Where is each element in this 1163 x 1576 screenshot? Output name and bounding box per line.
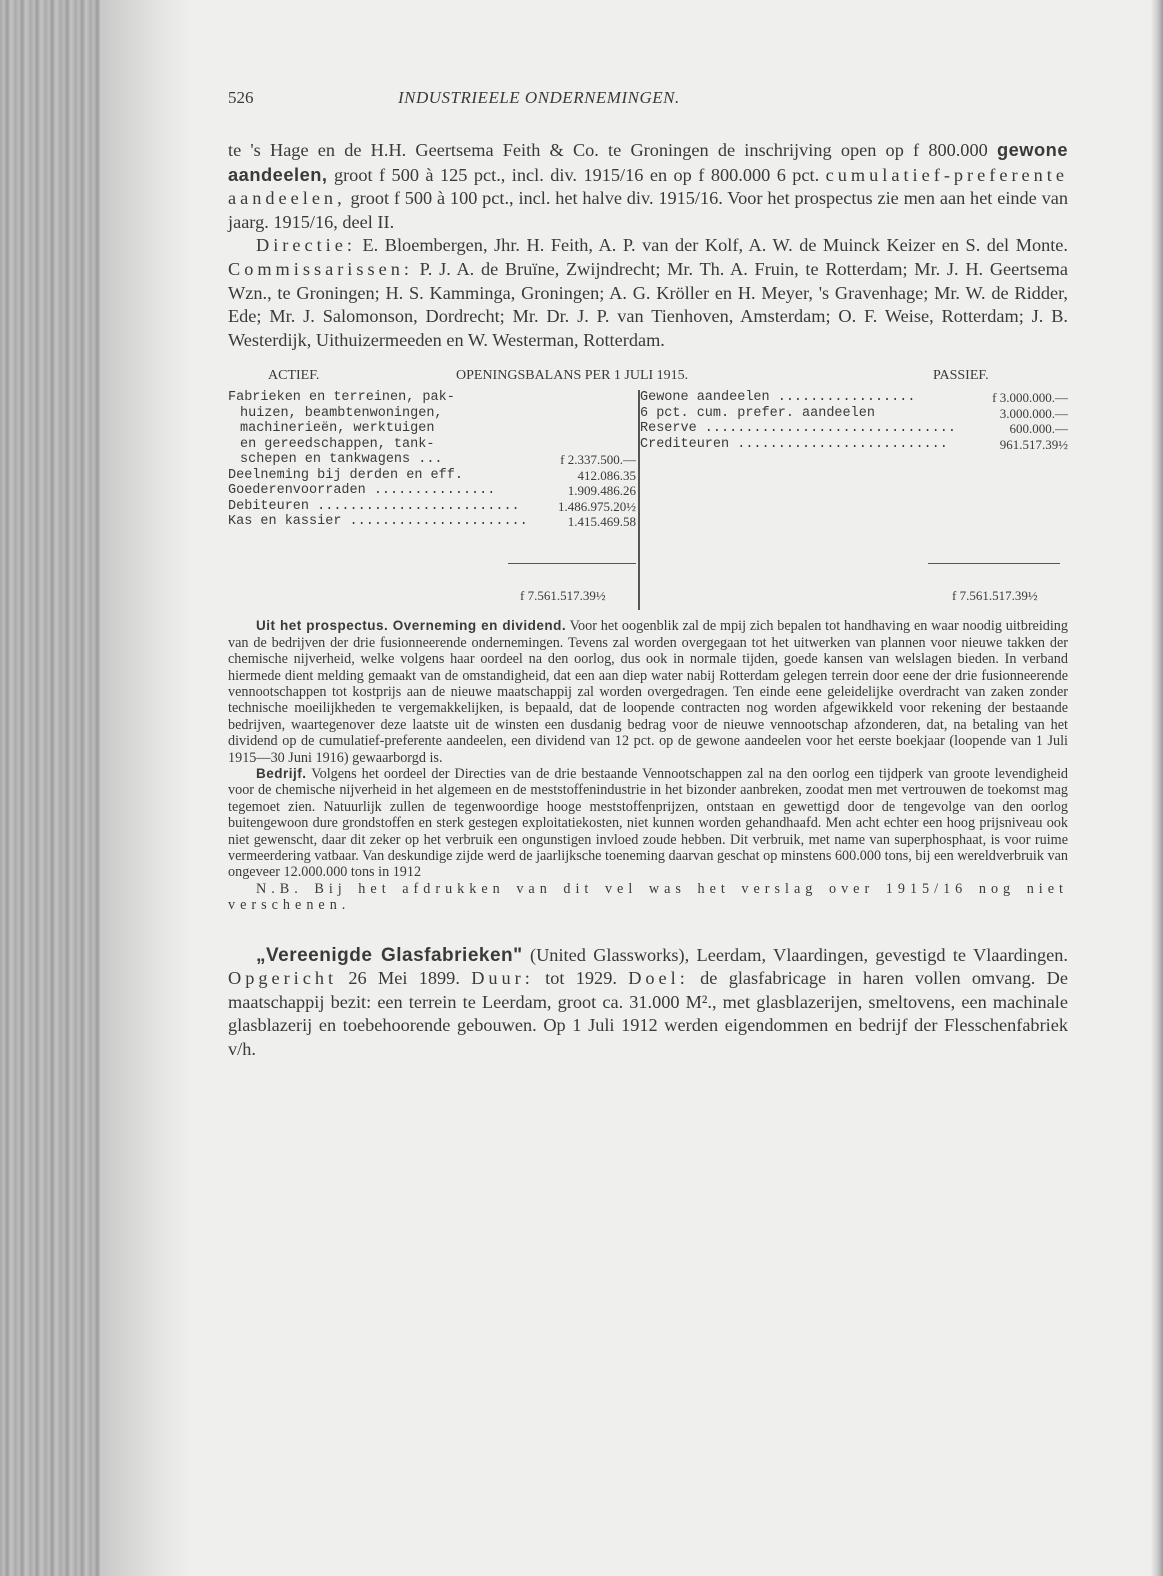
passief-label-line: Gewone aandeelen .................: [640, 390, 916, 406]
passief-total: f 7.561.517.39½: [952, 588, 1038, 604]
actief-label-line: Goederenvoorraden ...............: [228, 483, 496, 499]
running-header: [228, 88, 1068, 112]
passief-amount: 961.517.39½: [999, 436, 1068, 452]
actief-label-line: en gereedschappen, tank-: [240, 436, 435, 452]
actief-label-line: machinerieën, werktuigen: [240, 421, 435, 437]
page-edge: [1151, 0, 1163, 1576]
passief-label-line: Reserve ...............................: [640, 421, 956, 437]
actief-label-line: Fabrieken en terreinen, pak-: [228, 390, 455, 406]
gewone-aandeelen-bold: gewone aandeelen,: [228, 139, 1068, 185]
passief-column: [640, 390, 1068, 452]
opgericht-label: Opgericht: [228, 968, 338, 989]
actief-label-line: Kas en kassier ......................: [228, 514, 528, 530]
passief-label-line: Crediteuren ..........................: [640, 436, 948, 452]
actief-amount: 1.909.486.26: [567, 483, 636, 499]
passief-amount: 600.000.—: [1009, 421, 1068, 437]
glasfabrieken-paragraph: [228, 944, 1068, 1062]
duur-label: Duur:: [471, 968, 534, 989]
board-paragraph: [228, 234, 1068, 352]
duur-value: tot 1929.: [533, 968, 629, 989]
prospectus-paragraph: [228, 618, 1068, 766]
passief-label-line: 6 pct. cum. prefer. aandeelen: [640, 405, 875, 421]
actief-label-line: Deelneming bij derden en eff.: [228, 467, 463, 483]
commissarissen-label: Commissarissen:: [228, 258, 413, 279]
directie-text: E. Bloembergen, Jhr. H. Feith, A. P. van der Kolf, A. W. de Muinck Keizer en S. del Monte.: [355, 235, 1068, 256]
actief-amount: 1.486.975.20½: [558, 498, 636, 514]
actief-amount: 412.086.35: [577, 467, 636, 483]
document-page: [228, 88, 1068, 1062]
actief-label-line: huizen, beambtenwoningen,: [240, 405, 443, 421]
actief-amount: 1.415.469.58: [567, 514, 636, 530]
actief-total-rule: [508, 563, 636, 564]
bedrijf-paragraph: [228, 766, 1068, 881]
opening-balance-table: [228, 368, 1068, 618]
opgericht-value: 26 Mei 1899.: [337, 968, 472, 989]
bedrijf-text: Volgens het oordeel der Directies van de drie bestaande Vennootschappen zal na den oorlog een tijdperk van groote levendigheid voor de chemische nijverheid in het algemeen en de meststoffenindustrie in het bizonder aanbreken, zoodat men met vertrouwen de toekomst mag tegemoet zien. Natuurlijk zullen de tegenwoordige hooge meststoffenprijzen, ontstaan en gewettigd door de tengevolge van den oorlog buitengewoon dure grondstoffen en sterk gestegen exploitatiekosten, niet kunnen worden gehandhaafd. Men acht echter een hoog prijsniveau ook niet gewenscht, daar dit zeker op het verbruik een ongunstigen invloed zoude hebben. Dit verbruik, met name van superphosphaat, is voor ruime vermeerdering vatbaar. Van deskundige zijde werd de jaarlijksche toeneming daarvan geschat op minstens 600.000 tons, bij een wereldverbruik van ongeveer 12.000.000 tons in 1912: [228, 766, 1068, 881]
actief-label-line: schepen en tankwagens ...: [240, 452, 443, 468]
page-gutter: [100, 0, 190, 1576]
running-title: INDUSTRIEELE ONDERNEMINGEN.: [398, 88, 680, 107]
actief-label: ACTIEF.: [268, 368, 320, 384]
doel-label: Doel:: [628, 968, 689, 989]
intro-text-3: groot f 500 à 100 pct., incl. het halve div. 1915/16. Voor het prospectus zie men aan het einde van jaarg. 1915/16, deel II.: [228, 188, 1068, 232]
passief-amount: 3.000.000.—: [999, 405, 1068, 421]
directie-label: Directie:: [256, 235, 356, 256]
intro-text-1: te 's Hage en de H.H. Geertsema Feith & Co. te Groningen de inschrijving open op f 800.000: [228, 140, 997, 160]
page-number: 526: [228, 88, 254, 107]
commissarissen-text: P. J. A. de Bruïne, Zwijndrecht; Mr. Th. A. Fruin, te Rotterdam; Mr. J. H. Geertsema Wzn., te Groningen; H. S. Kamminga, Groningen; A. G. Kröller en H. Meyer, 's Gravenhage; Mr. W. de Ridder, Ede; Mr. J. Salomonson, Dordrecht; Mr. Dr. J. P. van Tienhoven, Amsterdam; O. F. Weise, Rotterdam; J. B. Westerdijk, Uithuizermeeden en W. Westerman, Rotterdam.: [228, 258, 1068, 350]
cumulatief-spaced: cumulatief-preferente aandeelen,: [228, 164, 1068, 209]
nb-note: N.B. Bij het afdrukken van dit vel was het verslag over 1915/16 nog niet verschenen.: [228, 880, 1068, 914]
intro-text-2: groot f 500 à 125 pct., incl. div. 1915/16 en op f 800.000 6 pct.: [327, 164, 826, 185]
actief-total: f 7.561.517.39½: [520, 588, 606, 604]
passief-amount: f 3.000.000.—: [992, 390, 1068, 406]
prospectus-text: Voor het oogenblik zal de mpij zich bepalen tot handhaving en waar noodig uitbreiding van de bedrijven der drie fusionneerende ondernemingen. Tevens zal worden overgegaan tot het uitwerken van plannen voor nieuwe takken der chemische nijverheid, welke volgens haar oordeel na den oorlog, dus ook in normale tijden, goede kansen van welslagen bieden. In verband hiermede dient melding gemaakt van de omstandigheid, dat een aan diep water nabij Rotterdam gelegen terrein door eene der drie fusionneerende vennootschappen tot kostprijs aan de nieuwe maatschappij zal worden overgedragen. Ten einde eene geleidelijke overdracht van zaken zonder technische moeilijkheden te vergemakkelijken, is bepaald, dat de loopende contracten nog worden afgewikkeld voor rekening der bestaande bedrijven, waartegenover deze laatste uit de winsten een dusdanig bedrag voor de nieuwe vennootschap afzonderen, dat, na betaling van het dividend op de cumulatief-preferente aandeelen, een dividend van 12 pct. op de gewone aandeelen voor het eerste boekjaar (loopende van 1 Juli 1915—30 Juni 1916) gewaarborgd is.: [228, 618, 1068, 766]
actief-label-line: Debiteuren .........................: [228, 498, 520, 514]
prospectus-heading: Uit het prospectus. Overneming en dividend.: [256, 618, 567, 634]
actief-amount: f 2.337.500.—: [560, 452, 636, 468]
intro-paragraph: [228, 138, 1068, 234]
actief-column: [228, 390, 636, 530]
doel-value: de glasfabricage in haren vollen omvang. De maatschappij bezit: een terrein te Leerdam, groot ca. 31.000 M²., met glasblazerijen, smeltovens, een machinale glasblazerij en toebehoorende gebouwen. Op 1 Juli 1912 werden eigendommen en bedrijf der Flesschenfabriek v/h.: [228, 968, 1068, 1060]
company-name: „Vereenigde Glasfabrieken": [256, 944, 523, 966]
book-spine: [0, 0, 105, 1576]
glas-text-1: (United Glassworks), Leerdam, Vlaardingen, gevestigd te Vlaardingen.: [522, 944, 1068, 965]
bedrijf-heading: Bedrijf.: [256, 766, 307, 781]
balance-title: OPENINGSBALANS PER 1 JULI 1915.: [456, 368, 689, 384]
passief-total-rule: [928, 563, 1060, 564]
passief-label: PASSIEF.: [933, 368, 989, 384]
